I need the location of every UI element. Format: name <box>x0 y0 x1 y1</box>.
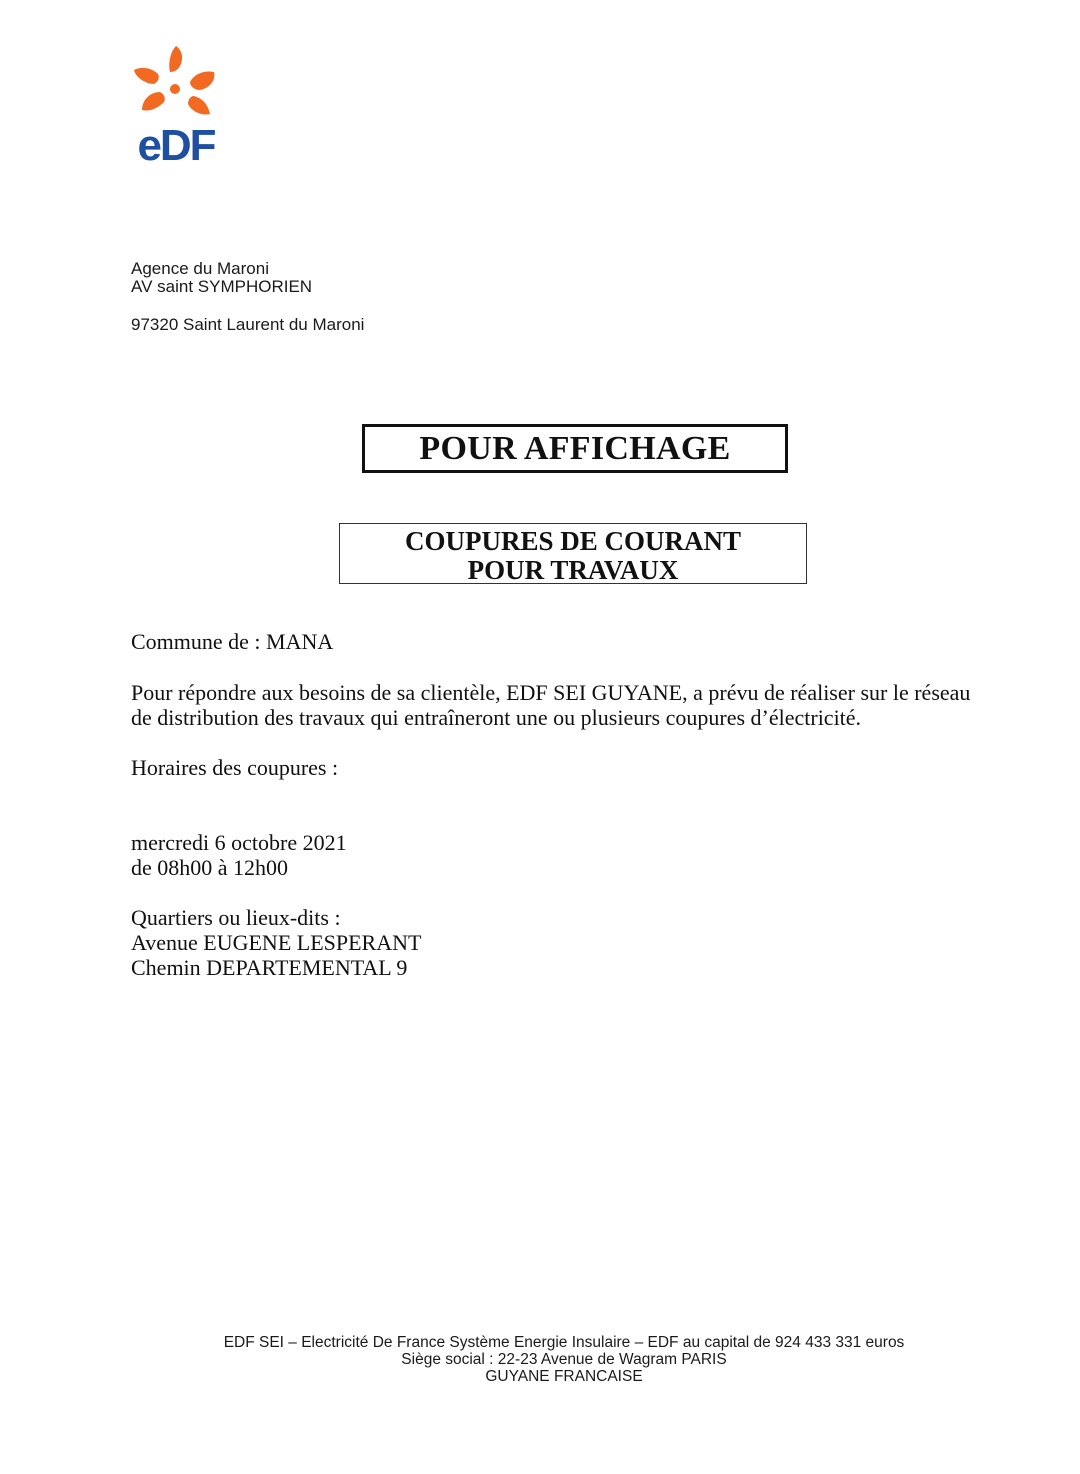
pour-affichage-title: POUR AFFICHAGE <box>362 424 788 473</box>
agency-name: Agence du Maroni <box>131 259 269 278</box>
outage-time-range: de 08h00 à 12h00 <box>131 855 289 880</box>
quartier-item: Chemin DEPARTEMENTAL 9 <box>131 955 408 980</box>
edf-flame-icon <box>134 46 214 115</box>
outage-schedule <box>131 830 347 880</box>
coupures-title-box <box>339 523 807 584</box>
outage-date: mercredi 6 octobre 2021 <box>131 830 347 855</box>
footer-company-line: EDF SEI – Electricité De France Système Energie Insulaire – EDF au capital de 924 433 331 euros <box>223 1334 905 1351</box>
agency-street: AV saint SYMPHORIEN <box>131 277 313 296</box>
footer-region-line: GUYANE FRANCAISE <box>485 1368 643 1385</box>
coupures-title-line2: POUR TRAVAUX <box>467 555 679 585</box>
quartier-item: Avenue EUGENE LESPERANT <box>131 930 422 955</box>
edf-logo <box>128 42 224 164</box>
agency-city: 97320 Saint Laurent du Maroni <box>131 315 365 334</box>
footer-headquarters-line: Siège social : 22-23 Avenue de Wagram PARIS <box>401 1351 727 1368</box>
agency-address <box>131 260 364 334</box>
quartiers-label: Quartiers ou lieux-dits : <box>131 905 341 930</box>
page-footer <box>0 1334 1080 1385</box>
commune-line: Commune de : MANA <box>131 629 334 654</box>
edf-logo-text: eDF <box>137 121 215 164</box>
horaires-label: Horaires des coupures : <box>131 755 339 780</box>
quartiers-block <box>131 905 421 980</box>
intro-line-1: Pour répondre aux besoins de sa clientèle, EDF SEI GUYANE, a prévu de réaliser sur le réseau <box>131 680 971 705</box>
intro-line-2: de distribution des travaux qui entraîneront une ou plusieurs coupures d’électricité. <box>131 705 862 730</box>
coupures-title-line1: COUPURES DE COURANT <box>404 526 742 556</box>
intro-paragraph <box>131 680 1071 730</box>
